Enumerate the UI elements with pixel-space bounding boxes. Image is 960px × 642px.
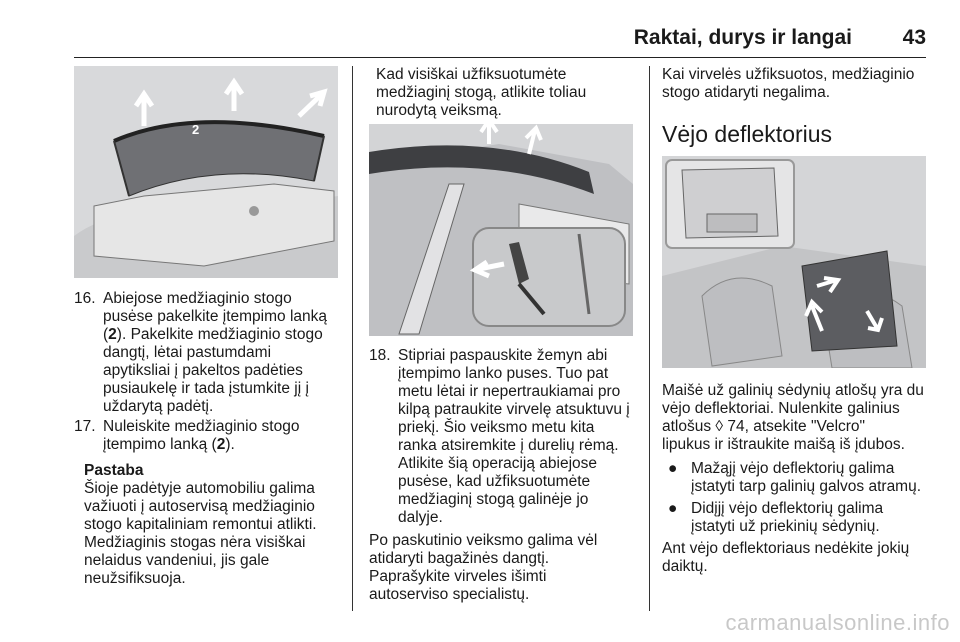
step-line: dalyje. (398, 509, 443, 526)
text-line: vėjo deflektoriai. Nulenkite galinius (662, 400, 900, 417)
text-line: nurodytą veiksmą. (376, 102, 502, 119)
note-line: Šioje padėtyje automobiliu galima (84, 480, 315, 497)
bullet-icon: ● (668, 460, 678, 477)
step-line: pusėse pakelkite įtempimo lanką (103, 308, 328, 325)
deflector-paragraph (662, 382, 952, 454)
column-divider-1 (352, 66, 353, 611)
text-line: autoserviso specialistų. (369, 586, 530, 603)
page-number: 43 (902, 26, 926, 49)
step-line: apytiksliai į pakeltos padėties (103, 362, 303, 379)
page-header (74, 26, 926, 56)
note-line: stogo kapitaliniam remontui atlikti. (84, 516, 317, 533)
col3-intro (662, 66, 932, 102)
watermark: carmanualsonline.info (725, 610, 950, 635)
bullet-line: įstatyti tarp galinių galvos atramų. (691, 478, 922, 495)
step-line: Abiejose medžiaginio stogo (103, 290, 292, 307)
tension-bow-illustration (369, 124, 633, 336)
step-line: (2). Pakelkite medžiaginio stogo (103, 326, 323, 343)
step-line: įtempimo lanką (2). (103, 436, 235, 453)
text-line: atlošus ◊ 74, atsekite "Velcro" (662, 418, 866, 435)
note-line: neužsifiksuoja. (84, 570, 186, 587)
step-line: uždarytą padėtį. (103, 398, 214, 415)
step-number: 16. (74, 290, 96, 307)
text-line: Ant vėjo deflektoriaus nedėkite jokių (662, 540, 910, 557)
text-line: Paprašykite virveles išimti (369, 568, 547, 585)
text-line: stogo atidaryti negalima. (662, 84, 831, 101)
text-line: medžiaginį stogą, atlikite toliau (376, 84, 587, 101)
step-line: medžiaginį stogą galinėje jo (398, 491, 589, 508)
step-line: kilpą patraukite virvelę atsuktuvu į (398, 401, 630, 418)
text-line: daiktų. (662, 558, 708, 575)
section-heading: Vėjo deflektorius (662, 121, 833, 147)
step-line: Atlikite šią operaciją abiejose (398, 455, 598, 472)
text-line: lipukus ir ištraukite maišą iš įdubos. (662, 436, 905, 453)
text-line: Maišė už galinių sėdynių atlošų yra du (662, 382, 924, 399)
figure-tension-bow (369, 124, 633, 336)
col2-intro (376, 66, 638, 120)
note-title: Pastaba (84, 462, 144, 479)
text-line: Kad visiškai užfiksuotumėte (376, 66, 567, 83)
step-line: ranka atsiremkite į durelių rėmą. (398, 437, 619, 454)
header-rule (74, 57, 926, 58)
step-line: Stipriai paspauskite žemyn abi (398, 347, 608, 364)
step-number: 17. (74, 418, 96, 435)
running-title: Raktai, durys ir langai (633, 26, 852, 49)
bullet-icon: ● (668, 500, 678, 517)
text-line: Po paskutinio veiksmo galima vėl (369, 532, 598, 549)
figure-soft-top-lid (74, 66, 338, 278)
step-line: pusėse, kad užfiksuotumėte (398, 473, 591, 490)
step-number: 18. (369, 347, 391, 364)
column-divider-2 (649, 66, 650, 611)
note-line: važiuoti į autoservisą medžiaginio (84, 498, 315, 515)
bullet-line: Didįjį vėjo deflektorių galima (691, 500, 884, 517)
final-note (662, 540, 942, 576)
col2-after (369, 532, 639, 604)
bullet-line: įstatyti už priekinių sėdynių. (691, 518, 880, 535)
bullet-line: Mažąjį vėjo deflektorių galima (691, 460, 895, 477)
step-line: įtempimo lanko puses. Tuo pat (398, 365, 609, 382)
figure-wind-deflector (662, 156, 926, 368)
text-line: atidaryti bagažinės dangtį. (369, 550, 550, 567)
soft-top-lid-illustration (74, 66, 338, 278)
step-line: priekį. Šio veiksmo metu kita (398, 419, 595, 436)
note-block (84, 462, 346, 588)
step-line: dangtį, lėtai pastumdami (103, 344, 272, 361)
figure-callout-label: 2 (192, 122, 200, 137)
note-line: Medžiaginis stogas nėra visiškai (84, 534, 306, 551)
step-line: metu lėtai ir nepertraukiamai pro (398, 383, 621, 400)
wind-deflector-illustration (662, 156, 926, 368)
text-line: Kai virvelės užfiksuotos, medžiaginio (662, 66, 915, 83)
note-line: nelaidus vandeniui, jis gale (84, 552, 270, 569)
step-line: pusiaukelę ir tada įstumkite jį į (103, 380, 309, 397)
step-line: Nuleiskite medžiaginio stogo (103, 418, 300, 435)
